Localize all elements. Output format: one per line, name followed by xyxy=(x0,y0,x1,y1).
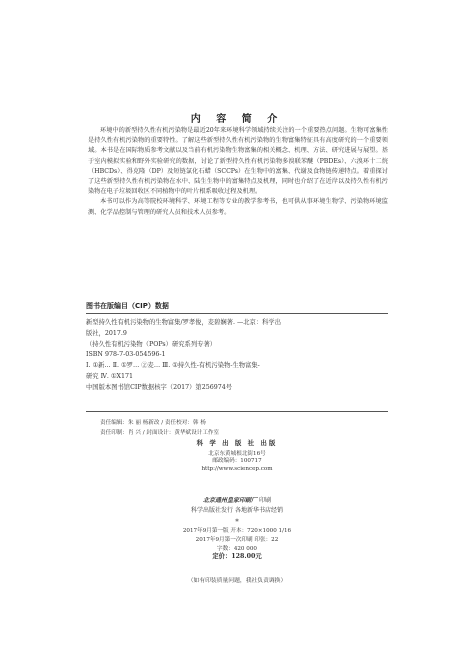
edition-line: 2017年9月第一版 开本：720×1000 1/16 xyxy=(182,528,292,534)
publisher-name: 科 学 出 版 社 出版 xyxy=(196,439,278,447)
summary-paragraph-1: 环境中的新型持久性有机污染物是最近20年来环境科学领域持续关注的一个重要热点问题。生物可富集性是持久性有机污染物的重要特性。了解这些新型持久性有机污染物的生物富集特征具有高度研究的一个重要领域。本书是在国际物质参考文献以及当前有机污染物生物富集的相关概念、机理、方法、研究进展与展望。基于室内模拟实验和野外实验研究的数据，讨论了新型持久性有机污染物多溴联苯醚（PBDEs）、六溴环十二烷（HBCDs）、得克隆（DP）及短链氯化石蜡（SCCPs）在生物中的富集、代谢及食物链传递特点。着重探讨了这些新型持久性有机污染物在水中、陆生生物中的富集特点及机理，同时也介绍了在近岸以及持久性有机污染物在电子垃圾回收区不同植物中的叶片根系吸收过程及机理。 xyxy=(88,127,388,196)
cip-line: Ⅰ. ①新… Ⅱ. ①罗… ②麦… Ⅲ. ①持久性-有机污染物-生物富集- xyxy=(86,362,260,370)
distribution-info: 科学出版社发行 各地新华书店经销 xyxy=(191,507,283,514)
section-divider: * xyxy=(235,518,239,526)
cip-top-rule xyxy=(86,313,388,314)
cip-line: 版社，2017.9 xyxy=(86,329,127,337)
publisher-address: 北京东黄城根北街16号 xyxy=(208,450,266,457)
price: 定价：128.00元 xyxy=(212,553,262,561)
printing-line: 2017年9月第一次印刷 印张：22 xyxy=(195,536,279,543)
word-count: 字数：420 000 xyxy=(217,545,257,552)
cip-bottom-rule xyxy=(86,411,388,412)
cip-isbn: ISBN 978-7-03-054596-1 xyxy=(86,351,166,359)
credits-line: 责任编辑：朱 丽 杨新改 / 责任校对：韩 杨 xyxy=(100,420,206,426)
printer-name: 北京通州皇家印刷厂 xyxy=(203,497,258,504)
cip-record-number: 中国版本图书馆CIP数据核字（2017）第256974号 xyxy=(86,383,233,391)
editorial-credits xyxy=(100,418,380,438)
cip-line: 研究 Ⅳ. ①X171 xyxy=(86,372,134,380)
printer-info xyxy=(0,496,474,516)
cip-heading: 图书在版编目（CIP）数据 xyxy=(86,302,169,310)
printer-suffix: 印刷 xyxy=(258,497,271,504)
edition-info xyxy=(0,527,474,562)
publisher-postcode: 邮政编码：100717 xyxy=(212,458,262,464)
publisher-url: http://www.sciencep.com xyxy=(201,465,273,472)
cip-line: 新型持久性有机污染物的生物富集/罗孝俊，麦碧娴著. —北京：科学出 xyxy=(86,319,282,326)
credits-line: 责任印制：肖 兴 / 封面设计：黄华斌设计工作室 xyxy=(100,430,220,436)
summary-paragraph-2: 本书可以作为高等院校环境科学、环境工程等专业的教学参考书，也可供从事环境生物学、污染物环境监测、化学品控制与管理的研究人员和技术人员参考。 xyxy=(88,198,388,216)
cip-line: （持久性有机污染物（POPs）研究系列专著） xyxy=(86,340,217,348)
cip-data-block xyxy=(86,318,388,394)
publisher-info xyxy=(0,440,474,473)
content-summary xyxy=(88,126,388,218)
content-summary-title: 内 容 简 介 xyxy=(190,114,284,125)
quality-notice: （如有印装质量问题，我社负责调换） xyxy=(187,578,287,584)
